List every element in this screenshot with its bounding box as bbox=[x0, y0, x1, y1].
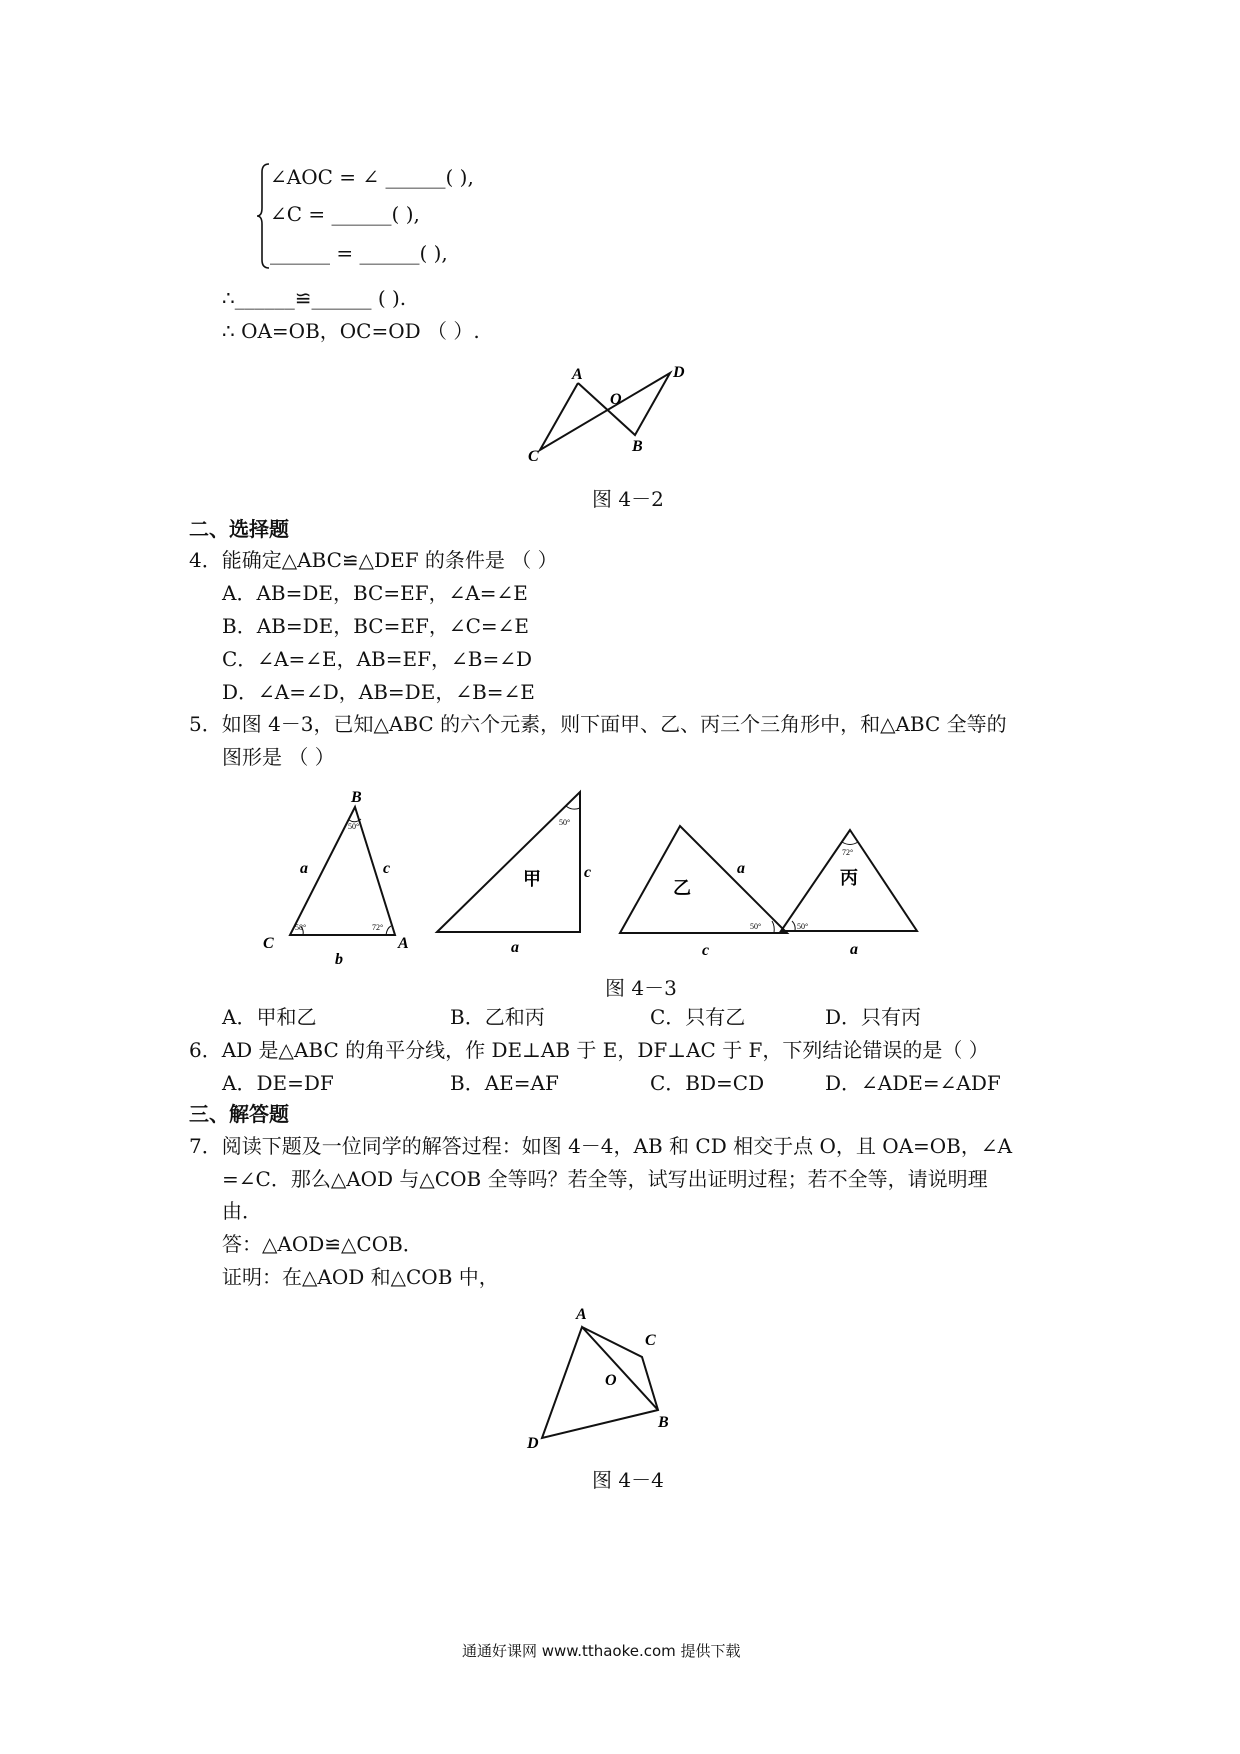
bing-angle-top: 72° bbox=[842, 848, 854, 857]
abc-side-c: c bbox=[383, 860, 391, 877]
figure-4-4-caption: 图 4－4 bbox=[592, 1468, 664, 1492]
bing-side-a: a bbox=[850, 941, 858, 958]
footer-credit: 通通好课网 www.tthaoke.com 提供下载 bbox=[462, 1642, 741, 1660]
figure-4-3 bbox=[255, 780, 1015, 965]
q5-stem-line-2: 图形是 （ ） bbox=[222, 745, 335, 769]
q6-option-d: D．∠ADE=∠ADF bbox=[825, 1071, 1001, 1095]
q6-option-a: A．DE=DF bbox=[222, 1071, 334, 1095]
jia-side-c: c bbox=[584, 864, 592, 881]
yi-angle: 50° bbox=[750, 922, 762, 931]
figure-4-3-caption: 图 4－3 bbox=[605, 976, 677, 1000]
fig44-label-o: O bbox=[605, 1372, 617, 1389]
q6-option-b: B．AE=AF bbox=[450, 1071, 559, 1095]
jia-name: 甲 bbox=[523, 869, 541, 889]
bing-angle-left: 50° bbox=[797, 922, 809, 931]
jia-side-a: a bbox=[511, 939, 519, 956]
section-3-title: 三、解答题 bbox=[189, 1102, 289, 1126]
jia-angle: 50° bbox=[559, 818, 571, 827]
fig44-label-b: B bbox=[658, 1414, 669, 1431]
q5-stem-line-1: 5．如图 4－3，已知△ABC 的六个元素，则下面甲、乙、丙三个三角形中，和△ABC 全等的 bbox=[189, 712, 1007, 736]
fig42-label-d: D bbox=[673, 364, 685, 381]
yi-side-a: a bbox=[737, 860, 745, 877]
q4-option-a: A．AB=DE，BC=EF，∠A=∠E bbox=[222, 581, 528, 605]
fig44-label-a: A bbox=[576, 1306, 587, 1323]
therefore-line-2: ∴ OA=OB，OC=OD （ ）. bbox=[222, 319, 480, 343]
q5-option-d: D．只有丙 bbox=[825, 1005, 922, 1029]
abc-label-c: C bbox=[263, 935, 274, 952]
q7-proof-intro: 证明：在△AOD 和△COB 中， bbox=[222, 1265, 499, 1289]
abc-label-a: A bbox=[398, 935, 409, 952]
q4-option-c: C．∠A=∠E，AB=EF，∠B=∠D bbox=[222, 647, 532, 671]
q7-line-1: 7．阅读下题及一位同学的解答过程：如图 4－4，AB 和 CD 相交于点 O，且 OA=OB，∠A bbox=[189, 1134, 1013, 1158]
q5-option-b: B．乙和丙 bbox=[450, 1005, 545, 1029]
abc-side-a: a bbox=[300, 860, 308, 877]
therefore-line-1: ∴______≌______ ( ). bbox=[222, 286, 407, 310]
proof-line-3: ______ = ______( ), bbox=[270, 241, 448, 265]
abc-side-b: b bbox=[335, 951, 343, 965]
abc-angle-b: 50° bbox=[348, 822, 360, 831]
q4-option-b: B．AB=DE，BC=EF，∠C=∠E bbox=[222, 614, 530, 638]
q4-stem: 4．能确定△ABC≌△DEF 的条件是 （ ） bbox=[189, 548, 558, 572]
abc-angle-c: 58° bbox=[295, 923, 307, 932]
q6-stem: 6．AD 是△ABC 的角平分线，作 DE⊥AB 于 E，DF⊥AC 于 F，下列结论错误的是（ ） bbox=[189, 1038, 989, 1062]
proof-line-1: ∠AOC = ∠ ______( ), bbox=[270, 165, 474, 189]
q7-answer: 答：△AOD≌△COB． bbox=[222, 1232, 423, 1256]
yi-name: 乙 bbox=[673, 878, 691, 898]
q7-line-3: 由． bbox=[222, 1199, 262, 1223]
figure-4-2-caption: 图 4－2 bbox=[592, 487, 664, 511]
abc-angle-a: 72° bbox=[372, 923, 384, 932]
figure-4-4 bbox=[515, 1295, 735, 1455]
q4-option-d: D．∠A=∠D，AB=DE，∠B=∠E bbox=[222, 680, 535, 704]
triangle-yi bbox=[620, 826, 787, 933]
fig42-label-a: A bbox=[572, 366, 583, 383]
fig44-label-d: D bbox=[527, 1435, 539, 1452]
abc-label-b: B bbox=[351, 789, 362, 806]
q6-option-c: C．BD=CD bbox=[650, 1071, 765, 1095]
triangle-jia bbox=[437, 792, 580, 932]
fig42-label-b: B bbox=[632, 438, 643, 455]
bing-name: 丙 bbox=[840, 868, 858, 888]
q5-option-c: C．只有乙 bbox=[650, 1005, 746, 1029]
fig44-lines bbox=[542, 1327, 658, 1438]
figure-4-2 bbox=[520, 355, 730, 465]
yi-side-c: c bbox=[702, 942, 710, 959]
fig44-label-c: C bbox=[645, 1332, 656, 1349]
fig42-label-o: O bbox=[610, 391, 622, 408]
proof-line-2: ∠C = ______( ), bbox=[270, 202, 420, 226]
q5-option-a: A．甲和乙 bbox=[222, 1005, 317, 1029]
q7-line-2: =∠C．那么△AOD 与△COB 全等吗？若全等，试写出证明过程；若不全等，请说明理 bbox=[222, 1167, 988, 1191]
fig42-label-c: C bbox=[528, 448, 539, 465]
section-2-title: 二、选择题 bbox=[189, 517, 289, 541]
